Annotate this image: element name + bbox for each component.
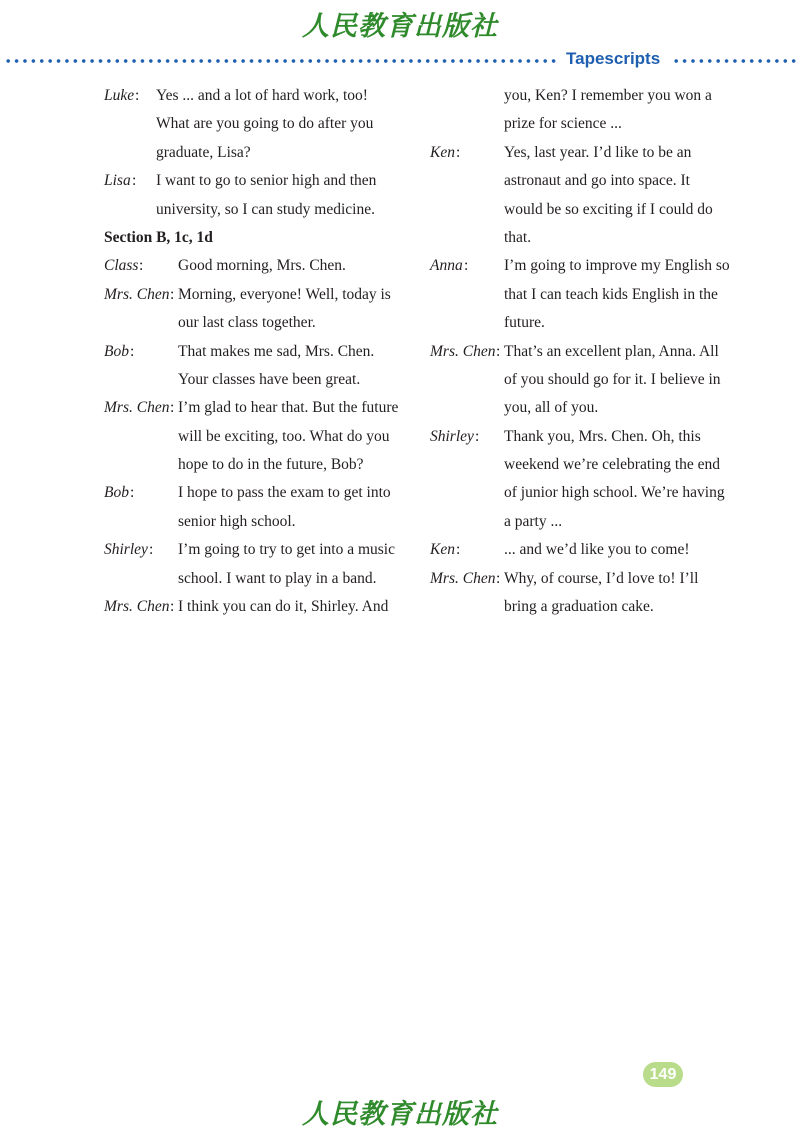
speaker-name: Mrs. Chen [430, 342, 496, 360]
dialogue-text: you, all of you. [504, 399, 599, 417]
dialogue-text: I hope to pass the exam to get into [178, 484, 391, 502]
dialogue-text: Yes ... and a lot of hard work, too! [156, 87, 368, 104]
dialogue-line [104, 309, 404, 337]
dialogue-text: Why, of course, I’d love to! I’ll [504, 569, 699, 587]
speaker-colon: : [132, 172, 137, 190]
dialogue-line [430, 451, 740, 479]
dialogue-line [104, 565, 404, 593]
dialogue-text: that. [504, 228, 532, 246]
speaker-colon: : [170, 285, 175, 303]
dialogue-text: that I can teach kids English in the [504, 285, 718, 303]
dialogue-text: I think you can do it, Shirley. And [178, 598, 389, 616]
dialogue-line [104, 167, 404, 195]
dialogue-text: I’m going to improve my English so [504, 257, 730, 275]
speaker-colon: : [496, 569, 501, 587]
speaker-colon: : [456, 541, 461, 559]
dialogue-text: graduate, Lisa? [156, 143, 251, 161]
header-dotted-rule-left [4, 58, 560, 64]
dialogue-line [104, 451, 404, 479]
speaker-colon: : [130, 342, 135, 360]
dialogue-text: university, so I can study medicine. [156, 200, 375, 218]
dialogue-text: Thank you, Mrs. Chen. Oh, this [504, 427, 701, 445]
speaker-colon: : [496, 342, 501, 360]
dialogue-text: hope to do in the future, Bob? [178, 456, 364, 474]
dialogue-line [430, 565, 740, 593]
dialogue-line [104, 423, 404, 451]
dialogue-line [104, 593, 404, 621]
speaker-name: Shirley [104, 541, 148, 559]
dialogue-line [430, 479, 740, 507]
dialogue-line [430, 423, 740, 451]
speaker-name: Mrs. Chen [104, 399, 170, 417]
right-column [430, 82, 740, 621]
dialogue-line [104, 508, 404, 536]
dialogue-text: I want to go to senior high and then [156, 172, 377, 190]
dialogue-text: of junior high school. We’re having [504, 484, 725, 502]
speaker-name: Mrs. Chen [104, 285, 170, 303]
dialogue-text: Morning, everyone! Well, today is [178, 285, 391, 303]
dialogue-line [430, 309, 740, 337]
speaker-name: Ken [430, 143, 455, 161]
speaker-colon: : [139, 257, 144, 275]
dialogue-text: school. I want to play in a band. [178, 569, 377, 587]
dialogue-text: our last class together. [178, 314, 316, 332]
dialogue-line [104, 82, 404, 110]
speaker-colon: : [170, 598, 175, 616]
dialogue-text: bring a graduation cake. [504, 598, 654, 616]
speaker-name: Luke [104, 87, 135, 104]
dialogue-text: weekend we’re celebrating the end [504, 456, 721, 474]
speaker-colon: : [464, 257, 469, 275]
speaker-name: Mrs. Chen [104, 598, 170, 616]
dialogue-text: prize for science ... [504, 115, 622, 133]
speaker-colon: : [149, 541, 154, 559]
dialogue-text: you, Ken? I remember you won a [504, 87, 712, 104]
dialogue-line [430, 82, 740, 110]
dialogue-text: Good morning, Mrs. Chen. [178, 257, 346, 275]
publisher-logo-top: 人民教育出版社 [302, 11, 498, 42]
dialogue-line [430, 110, 740, 138]
page-number-badge: 149 [643, 1062, 683, 1087]
dialogue-line [430, 252, 740, 280]
dialogue-text: future. [504, 314, 545, 332]
dialogue-line [430, 536, 740, 564]
left-column [104, 82, 404, 621]
dialogue-line [430, 338, 740, 366]
dialogue-text: would be so exciting if I could do [504, 200, 713, 218]
dialogue-text: senior high school. [178, 512, 296, 530]
speaker-colon: : [475, 427, 480, 445]
speaker-colon: : [456, 143, 461, 161]
dialogue-line [104, 139, 404, 167]
dialogue-line [104, 281, 404, 309]
dialogue-line [430, 196, 740, 224]
dialogue-text: will be exciting, too. What do you [178, 427, 390, 445]
header-dotted-rule-right [672, 58, 796, 64]
dialogue-text: I’m going to try to get into a music [178, 541, 395, 559]
dialogue-line [430, 508, 740, 536]
speaker-name: Mrs. Chen [430, 569, 496, 587]
dialogue-text: ... and we’d like you to come! [504, 541, 690, 559]
speaker-name: Bob [104, 484, 129, 502]
dialogue-line [430, 593, 740, 621]
speaker-colon: : [135, 87, 140, 104]
dialogue-text: astronaut and go into space. It [504, 172, 690, 190]
dialogue-text: Your classes have been great. [178, 370, 361, 388]
dialogue-text: That makes me sad, Mrs. Chen. [178, 342, 375, 360]
dialogue-line [430, 224, 740, 252]
dialogue-text: Yes, last year. I’d like to be an [504, 143, 692, 161]
dialogue-line [430, 281, 740, 309]
speaker-name: Class [104, 257, 139, 275]
speaker-colon: : [130, 484, 135, 502]
dialogue-line [104, 536, 404, 564]
dialogue-line [104, 394, 404, 422]
section-heading: Section B, 1c, 1d [104, 228, 213, 246]
dialogue-line [104, 366, 404, 394]
dialogue-line [104, 196, 404, 224]
dialogue-text: of you should go for it. I believe in [504, 370, 721, 388]
dialogue-text: What are you going to do after you [156, 115, 374, 133]
speaker-name: Lisa [104, 172, 131, 190]
speaker-name: Shirley [430, 427, 474, 445]
speaker-name: Ken [430, 541, 455, 559]
dialogue-line [430, 139, 740, 167]
section-title: Tapescripts [566, 49, 661, 68]
dialogue-line [104, 110, 404, 138]
speaker-name: Bob [104, 342, 129, 360]
publisher-logo-bottom: 人民教育出版社 [302, 1099, 498, 1130]
dialogue-text: I’m glad to hear that. But the future [178, 399, 399, 417]
dialogue-text: That’s an excellent plan, Anna. All [504, 342, 719, 360]
speaker-colon: : [170, 399, 175, 417]
dialogue-line [430, 366, 740, 394]
dialogue-text: a party ... [504, 512, 563, 530]
dialogue-line [104, 338, 404, 366]
dialogue-line [104, 252, 404, 280]
speaker-name: Anna [430, 257, 463, 275]
dialogue-line [430, 167, 740, 195]
dialogue-line [430, 394, 740, 422]
dialogue-line [104, 479, 404, 507]
